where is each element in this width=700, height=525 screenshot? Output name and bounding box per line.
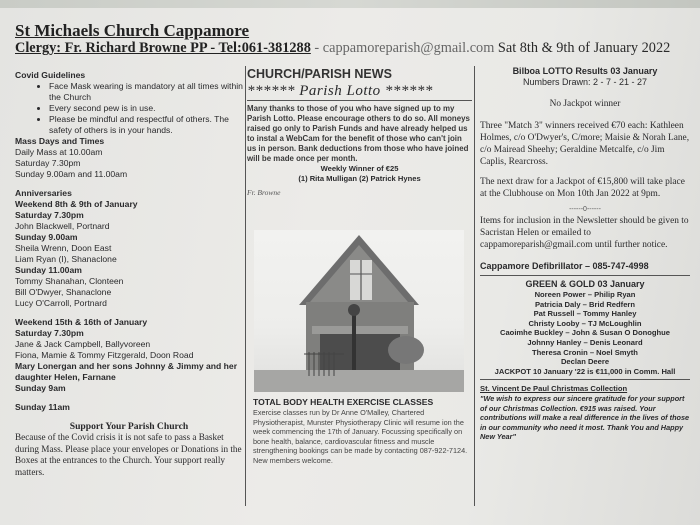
anniversary-line: Saturday 7.30pm bbox=[15, 210, 84, 220]
defibrillator: Cappamore Defibrillator – 085-747-4998 bbox=[480, 261, 649, 271]
right-column bbox=[480, 66, 690, 441]
support-heading: Support Your Parish Church bbox=[69, 421, 189, 432]
anniversary-line: Liam Ryan (I), Shanaclone bbox=[15, 254, 117, 264]
gg-line: Theresa Cronin – Noel Smyth bbox=[532, 347, 638, 357]
anniversary-weekend: Weekend 8th & 9th of January bbox=[15, 199, 138, 209]
left-column bbox=[15, 70, 243, 478]
mass-heading: Mass Days and Times bbox=[15, 136, 105, 146]
exercise-text: Exercise classes run by Dr Anne O'Malley, Chartered Physiotherapist, Munster Physiotherapy Clinic will resume ion the week commencing the 17th of January. Focussing specifically on bone health, balance, cardiovascular fitness and muscle strengthening bookings can be made by contacting 087-922-7124. New members welcome. bbox=[253, 408, 468, 465]
porch-roof bbox=[312, 326, 408, 334]
column-divider bbox=[245, 66, 246, 506]
exercise-heading: TOTAL BODY HEALTH EXERCISE CLASSES bbox=[253, 397, 434, 407]
next-draw: The next draw for a Jackpot of €15,800 will take place at the Clubhouse on Mon 10th Jan 2022 at 9pm. bbox=[480, 177, 685, 199]
gg-line: Johnny Hanley – Denis Leonard bbox=[527, 337, 643, 347]
anniversary-line: Bill O'Dwyer, Shanaclone bbox=[15, 287, 112, 297]
anniversary-line: John Blackwell, Portnard bbox=[15, 221, 110, 231]
lotto-title: ****** Parish Lotto ****** bbox=[247, 83, 433, 99]
section-rule bbox=[480, 275, 690, 276]
church-illustration bbox=[254, 230, 464, 392]
gg-title: GREEN & GOLD 03 January bbox=[525, 279, 645, 289]
page-title: St Michaels Church Cappamore bbox=[15, 21, 250, 40]
lotto-winners: (1) Rita Mulligan (2) Patrick Hynes bbox=[298, 174, 421, 183]
gg-jackpot: JACKPOT 10 January '22 is €11,000 in Comm. Hall bbox=[494, 366, 676, 376]
weekend2-line: Mary Lonergan and her sons Johnny & Jimmy and her daughter Helen, Farnane bbox=[15, 361, 238, 382]
church-photo bbox=[254, 230, 464, 392]
svp-text: "We wish to express our sincere gratitude for your support of our Christmas Collection. €915 was raised. Your contributions will make a real difference in the lives of those in our community who need it most. Thank You and Happy New Year" bbox=[480, 394, 690, 441]
railing-ground bbox=[254, 370, 464, 392]
lamp bbox=[348, 304, 360, 316]
newsletter-notice: Items for inclusion in the Newsletter should be given to Sacristan Helen or emailed to cappamoreparish@gmail.com until further notice. bbox=[480, 216, 689, 250]
gg-line: Patricia Daly – Brid Redfern bbox=[534, 299, 636, 309]
top-edge bbox=[0, 0, 700, 8]
covid-item: • Face Mask wearing is mandatory at all times within the Church bbox=[49, 81, 243, 103]
anniversary-line: Sunday 11.00am bbox=[15, 265, 82, 275]
gg-line: Pat Russell – Tommy Hanley bbox=[533, 309, 637, 319]
sunday-11am: Sunday 11am bbox=[15, 402, 70, 412]
section-rule bbox=[247, 100, 472, 101]
anniversary-line: Sheila Wrenn, Doon East bbox=[15, 243, 112, 253]
mass-line: Daily Mass at 10.00am bbox=[15, 147, 103, 157]
clergy-contact: Clergy: Fr. Richard Browne PP - Tel:061-381288 bbox=[15, 40, 311, 56]
svp-title: St. Vincent De Paul Christmas Collection bbox=[480, 384, 628, 394]
news-title: CHURCH/PARISH NEWS bbox=[247, 67, 392, 81]
lamp-post bbox=[352, 310, 356, 380]
header-line bbox=[15, 40, 670, 57]
weekend2-line: Jane & Jack Campbell, Ballyvoreen bbox=[15, 339, 151, 349]
signature: Fr. Browne bbox=[247, 188, 281, 197]
lotto-thanks: Many thanks to those of you who have signed up to my Parish Lotto. Please encourage others to do so. All moneys raised go only to Parish Funds and have already helped us to instal a WebCam for the benefit of those who can't join us in person. Bank deductions from those who have joined will be made once per month. bbox=[247, 104, 470, 163]
covid-item: • Every second pew is in use. bbox=[49, 103, 243, 114]
gg-line: Declan Deere bbox=[560, 357, 610, 367]
match3-winners: Three "Match 3" winners received €70 each: Kathleen Holmes, c/o O'Dwyer's, C/more; Maisie & Norah Lane, c/o Mairead Sheehy; Geraldine Metcalfe, c/o Jim Caplis, Rearcross. bbox=[480, 121, 690, 167]
anniversary-line: Sunday 9.00am bbox=[15, 232, 78, 242]
shrub bbox=[388, 336, 424, 364]
gg-line: Christy Looby – TJ McLoughlin bbox=[528, 318, 642, 328]
numbers-drawn: Numbers Drawn: 2 - 7 - 21 - 27 bbox=[522, 77, 648, 87]
weekend2-line: Saturday 7.30pm bbox=[15, 328, 84, 338]
middle-column bbox=[247, 66, 472, 198]
weekend2-heading: Weekend 15th & 16th of January bbox=[15, 317, 148, 327]
anniversaries-heading: Anniversaries bbox=[15, 188, 72, 198]
anniversary-line: Lucy O'Carroll, Portnard bbox=[15, 298, 107, 308]
mass-line: Saturday 7.30pm bbox=[15, 158, 81, 168]
weekly-winner: Weekly Winner of €25 bbox=[320, 164, 399, 173]
mass-line: Sunday 9.00am and 11.00am bbox=[15, 169, 128, 179]
section-rule bbox=[480, 379, 690, 380]
covid-item: • Please be mindful and respectful of others. The safety of others is in your hands. bbox=[49, 114, 243, 136]
issue-dates: Sat 8th & 9th of January 2022 bbox=[497, 40, 671, 56]
support-text: Because of the Covid crisis it is not safe to pass a Basket during Mass. Please place your envelopes or Donations in the Boxes at the entrances to the Church. Your support really matters. bbox=[15, 432, 242, 477]
parish-email: - cappamoreparish@gmail.com bbox=[314, 40, 495, 56]
gg-line: Caoimhe Buckley – John & Susan O Donoghue bbox=[499, 328, 671, 338]
bilboa-title: Bilboa LOTTO Results 03 January bbox=[512, 66, 658, 76]
no-jackpot: No Jackpot winner bbox=[549, 99, 621, 109]
column-divider bbox=[474, 66, 475, 506]
divider: ------0------ bbox=[569, 206, 601, 213]
gg-line: Noreen Power – Philip Ryan bbox=[534, 290, 636, 299]
covid-heading: Covid Guidelines bbox=[15, 70, 86, 80]
weekend2-line: Fiona, Mamie & Tommy Fitzgerald, Doon Road bbox=[15, 350, 194, 360]
weekend2-line: Sunday 9am bbox=[15, 383, 66, 393]
anniversary-line: Tommy Shanahan, Clonteen bbox=[15, 276, 124, 286]
covid-list bbox=[15, 81, 243, 136]
